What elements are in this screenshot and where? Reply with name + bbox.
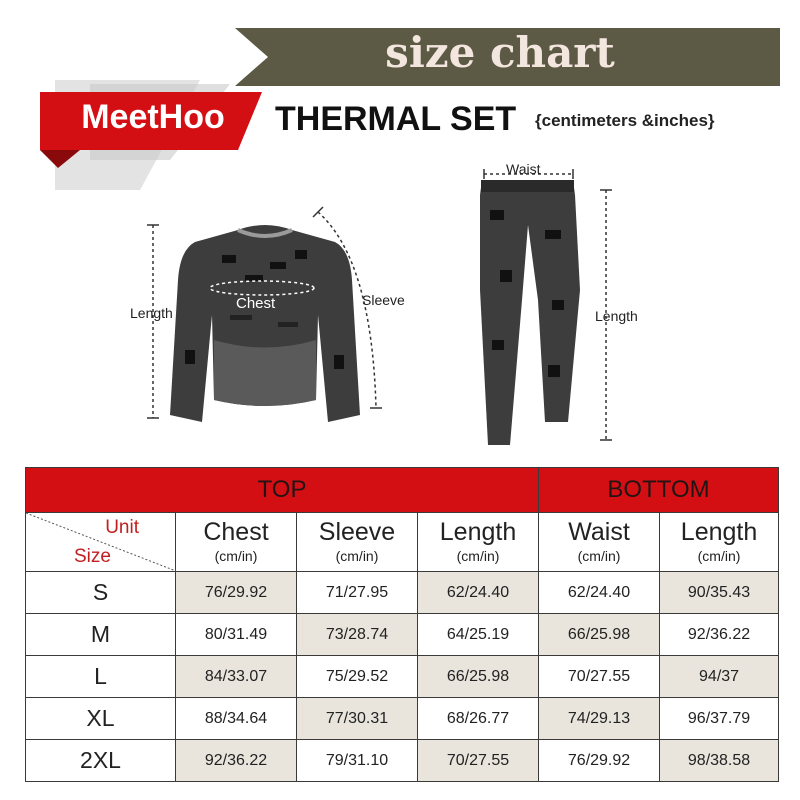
size-cell: 2XL xyxy=(26,740,176,782)
value-cell: 73/28.74 xyxy=(297,614,418,656)
table-row xyxy=(26,572,779,614)
value-cell: 96/37.79 xyxy=(660,698,779,740)
size-label: Size xyxy=(74,546,111,567)
column-header-top-length: Length (cm/in) xyxy=(418,513,539,572)
value-cell: 92/36.22 xyxy=(176,740,297,782)
value-cell: 76/29.92 xyxy=(176,572,297,614)
column-header-row xyxy=(26,513,779,572)
value-cell: 66/25.98 xyxy=(539,614,660,656)
chest-label: Chest xyxy=(236,295,276,312)
table-row xyxy=(26,698,779,740)
column-header-pants-length: Length (cm/in) xyxy=(660,513,779,572)
thermal-top-illustration xyxy=(170,225,360,422)
unit-size-corner xyxy=(26,513,176,572)
value-cell: 71/27.95 xyxy=(297,572,418,614)
value-cell: 90/35.43 xyxy=(660,572,779,614)
value-cell: 98/38.58 xyxy=(660,740,779,782)
thermal-pants-illustration xyxy=(480,180,580,445)
column-header-sleeve: Sleeve (cm/in) xyxy=(297,513,418,572)
units-note: {centimeters &inches} xyxy=(535,111,715,130)
column-header-chest: Chest (cm/in) xyxy=(176,513,297,572)
section-top: TOP xyxy=(26,468,539,513)
value-cell: 88/34.64 xyxy=(176,698,297,740)
size-cell: S xyxy=(26,572,176,614)
value-cell: 84/33.07 xyxy=(176,656,297,698)
value-cell: 64/25.19 xyxy=(418,614,539,656)
value-cell: 94/37 xyxy=(660,656,779,698)
brand-logo: MeetHoo xyxy=(81,98,225,136)
value-cell: 70/27.55 xyxy=(418,740,539,782)
table-row xyxy=(26,656,779,698)
size-table xyxy=(25,467,779,782)
section-header-row xyxy=(26,468,779,513)
size-cell: L xyxy=(26,656,176,698)
table-row xyxy=(26,740,779,782)
waist-label: Waist xyxy=(506,161,541,177)
product-title: THERMAL SET xyxy=(275,100,517,138)
pants-length-label: Length xyxy=(595,308,638,324)
size-cell: XL xyxy=(26,698,176,740)
value-cell: 79/31.10 xyxy=(297,740,418,782)
sleeve-label: Sleeve xyxy=(362,292,405,308)
section-bottom: BOTTOM xyxy=(539,468,779,513)
unit-label: Unit xyxy=(105,517,139,538)
value-cell: 77/30.31 xyxy=(297,698,418,740)
value-cell: 62/24.40 xyxy=(418,572,539,614)
value-cell: 80/31.49 xyxy=(176,614,297,656)
value-cell: 70/27.55 xyxy=(539,656,660,698)
column-header-waist: Waist (cm/in) xyxy=(539,513,660,572)
garment-diagram xyxy=(0,150,800,460)
table-row xyxy=(26,614,779,656)
value-cell: 74/29.13 xyxy=(539,698,660,740)
value-cell: 66/25.98 xyxy=(418,656,539,698)
value-cell: 75/29.52 xyxy=(297,656,418,698)
value-cell: 76/29.92 xyxy=(539,740,660,782)
value-cell: 92/36.22 xyxy=(660,614,779,656)
value-cell: 68/26.77 xyxy=(418,698,539,740)
banner-title: size chart xyxy=(385,28,615,77)
value-cell: 62/24.40 xyxy=(539,572,660,614)
top-length-label: Length xyxy=(130,305,173,321)
size-cell: M xyxy=(26,614,176,656)
